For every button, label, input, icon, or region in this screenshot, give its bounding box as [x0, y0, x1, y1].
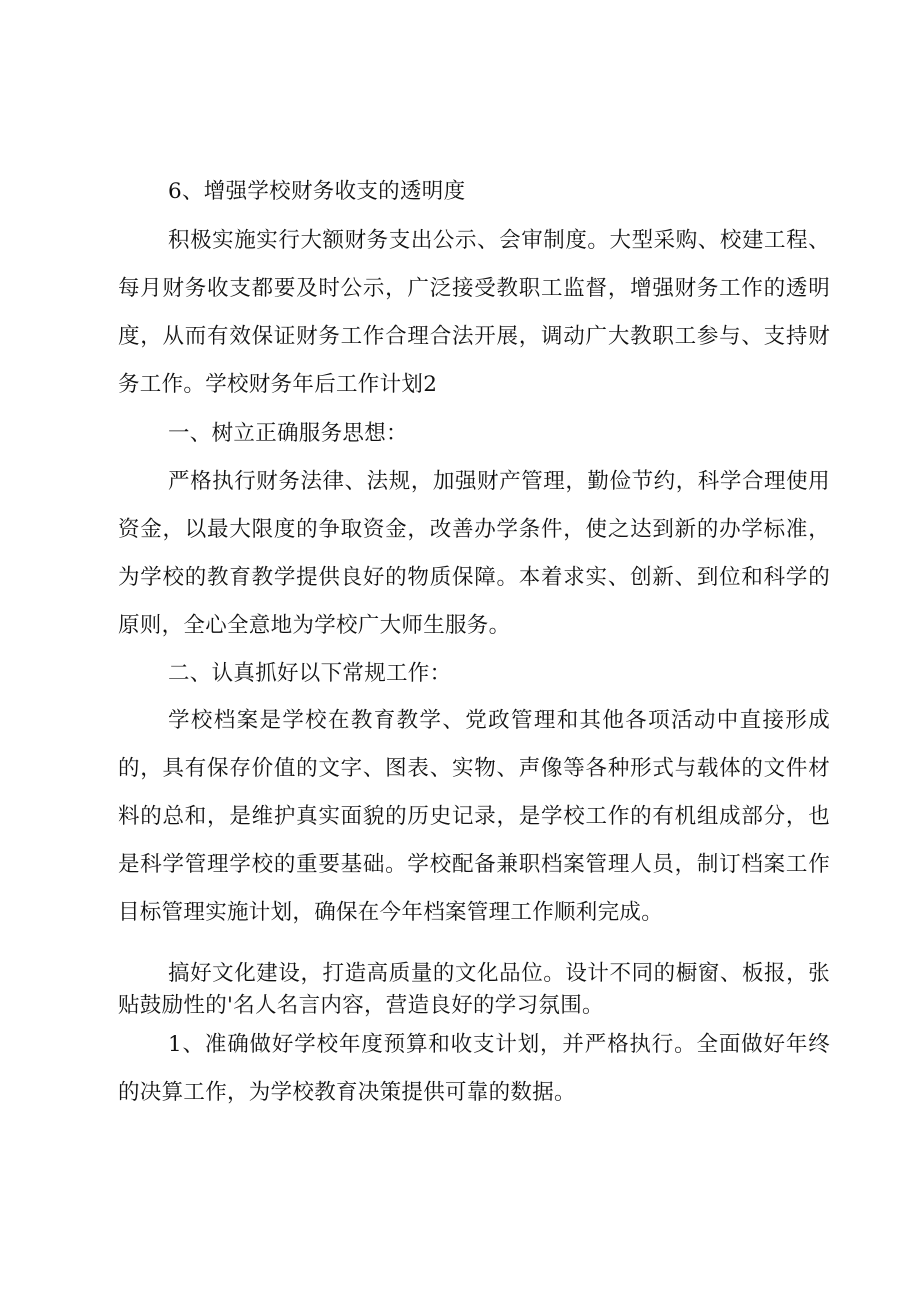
paragraph-heading-routine: 二、认真抓好以下常规工作：	[168, 661, 452, 686]
paragraph-service-body: 严格执行财务法律、法规，加强财产管理，勤俭节约，科学合理使用资金，以最大限度的争取资金，改善办学条件，使之达到新的办学标准，为学校的教育教学提供良好的物质保障。本着求实、创新、到位和科学的原则，全心全意地为学校广大师生服务。	[118, 469, 830, 638]
paragraph-transparency-body: 积极实施实行大额财务支出公示、会审制度。大型采购、校建工程、每月财务收支都要及时公示，广泛接受教职工监督，增强财务工作的透明度，从而有效保证财务工作合理合法开展，调动广大教职工参与、支持财务工作。学校财务年后工作计划2	[118, 228, 830, 397]
paragraph-archives-body: 学校档案是学校在教育教学、党政管理和其他各项活动中直接形成的，具有保存价值的文字、图表、实物、声像等各种形式与载体的文件材料的总和，是维护真实面貌的历史记录，是学校工作的有机组成部分，也是科学管理学校的重要基础。学校配备兼职档案管理人员，制订档案工作目标管理实施计划，确保在今年档案管理工作顺利完成。	[118, 708, 830, 925]
paragraph-culture-body: 搞好文化建设，打造高质量的文化品位。设计不同的橱窗、板报，张贴鼓励性的'名人名言内容，营造良好的学习氛围。	[118, 961, 830, 1018]
paragraph-budget-body: 1、准确做好学校年度预算和收支计划，并严格执行。全面做好年终的决算工作，为学校教育决策提供可靠的数据。	[118, 1032, 830, 1105]
paragraph-heading-transparency: 6、增强学校财务收支的透明度	[168, 179, 466, 204]
paragraph-heading-service: 一、树立正确服务思想：	[168, 421, 408, 446]
